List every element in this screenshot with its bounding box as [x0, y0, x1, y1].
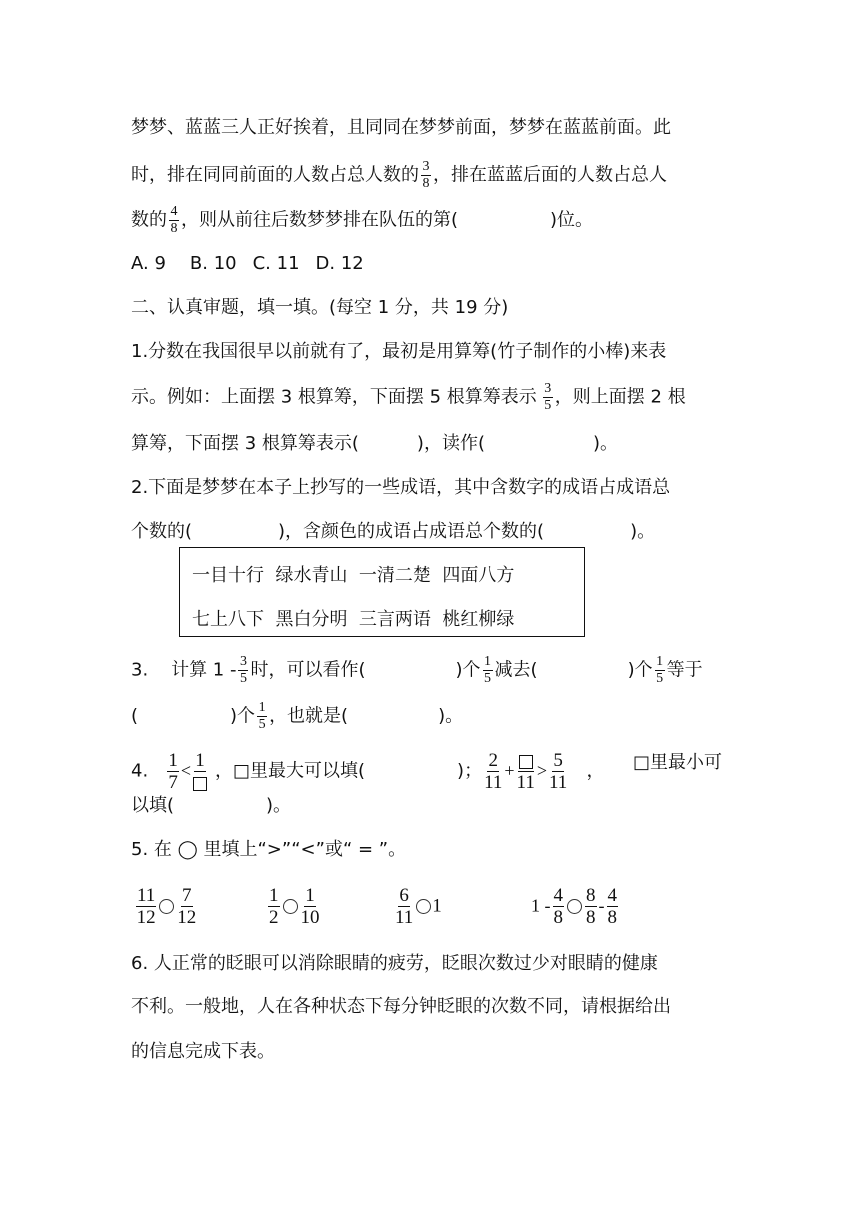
denominator: 5	[239, 671, 247, 686]
q6-line1: 6. 人正常的眨眼可以消除眼睛的疲劳，眨眼次数过少对眼睛的健康	[131, 953, 658, 974]
q4-part2: )；	[457, 760, 483, 782]
q1-line1: 1.分数在我国很早以前就有了，最初是用算筹(竹子制作的小棒)来表	[131, 341, 667, 362]
option-b[interactable]: B. 10	[189, 253, 237, 274]
q3-e: )个	[627, 659, 653, 681]
q3-line2-b: )个	[230, 705, 256, 727]
q4-line1	[131, 751, 604, 792]
prev-question-line2-b: ，排在蓝蓝后面的人数占总人	[433, 164, 667, 186]
q1-line3-b: )，读作(	[416, 433, 485, 454]
numerator: 1	[195, 750, 205, 771]
fraction-1-5	[483, 655, 493, 686]
fraction-4-8	[169, 205, 179, 236]
prev-question-line2	[131, 160, 667, 191]
numerator: 5	[553, 750, 563, 771]
q3-a: 计算 1 -	[171, 659, 237, 681]
numerator: 1	[258, 700, 266, 715]
q5-instruction: 5. 在 ◯ 里填上“>”“<”或“ = ”。	[131, 839, 407, 860]
fraction-3-5	[238, 655, 248, 686]
numerator-box[interactable]	[518, 751, 534, 772]
fraction-7-12	[177, 886, 196, 927]
prev-question-line2-a: 时，排在同同前面的人数占总人数的	[131, 164, 419, 186]
denominator-box[interactable]	[193, 772, 207, 792]
q3-line2-d: )。	[438, 705, 464, 727]
denominator: 11	[395, 907, 414, 928]
q4-line2-b: )。	[266, 795, 292, 816]
q2-line1: 2.下面是梦梦在本子上抄写的一些成语，其中含数字的成语占成语总	[131, 477, 671, 498]
q1-line2	[131, 382, 686, 413]
square-box-icon	[519, 755, 533, 769]
q1-line2-b: ，则上面摆 2 根	[554, 386, 686, 408]
numerator: 1	[656, 654, 664, 669]
denominator: 8	[422, 176, 430, 191]
numerator: 3	[239, 654, 247, 669]
q4-line2-a: 以填(	[131, 795, 175, 816]
numerator: 1	[269, 885, 279, 906]
fraction-1-10	[301, 886, 320, 927]
compare-circle-icon[interactable]	[416, 899, 431, 914]
idiom: 一清二楚	[358, 565, 431, 586]
option-d[interactable]: D. 12	[315, 253, 364, 274]
option-a[interactable]: A. 9	[131, 253, 166, 274]
fraction-1-7	[167, 751, 179, 792]
compare-circle-icon[interactable]	[159, 899, 174, 914]
prev-question-line1: 梦梦、蓝蓝三人正好挨着，且同同在梦梦前面，梦梦在蓝蓝前面。此	[131, 117, 671, 138]
comparison-2	[266, 886, 322, 927]
section-heading: 二、认真审题，填一填。(每空 1 分，共 19 分)	[131, 297, 509, 318]
q2-line2-c: )。	[630, 521, 656, 542]
q2-line2	[131, 520, 655, 544]
comparison-4	[531, 886, 620, 927]
idiom: 黑白分明	[275, 609, 348, 630]
denominator: 5	[544, 398, 552, 413]
q3-line2-c: ，也就是(	[269, 705, 349, 727]
fraction-box-11	[517, 751, 535, 792]
fraction-3-5	[543, 382, 553, 413]
numerator: 4	[607, 885, 617, 906]
numerator: 7	[182, 885, 192, 906]
numerator: 8	[586, 885, 596, 906]
q2-line2-b: )，含颜色的成语占成语总个数的(	[278, 521, 545, 542]
idiom: 四面八方	[442, 565, 515, 586]
fraction-3-8	[421, 160, 431, 191]
prev-question-line3-b: ，则从前往后数梦梦排在队伍的第(	[181, 209, 459, 231]
fraction-1-5	[655, 655, 665, 686]
denominator: 12	[177, 907, 197, 928]
denominator: 11	[548, 772, 568, 793]
q3-line1	[131, 655, 703, 686]
denominator: 8	[170, 221, 178, 236]
q3-f: 等于	[666, 659, 703, 681]
q3-line2	[131, 701, 463, 732]
numerator: 4	[170, 204, 178, 219]
q4-part1: ，□里最大可以填(	[215, 760, 366, 782]
idiom: 桃红柳绿	[442, 609, 515, 630]
prev-question-line3	[131, 205, 593, 236]
comparison-1	[134, 886, 198, 927]
denominator: 8	[607, 907, 617, 928]
compare-circle-icon[interactable]	[567, 899, 582, 914]
q4-line2	[131, 794, 291, 818]
fraction-8-8	[585, 886, 597, 927]
idiom-box	[179, 547, 585, 637]
prev-question-line3-a: 数的	[131, 209, 167, 231]
numerator: 3	[544, 381, 552, 396]
plus-sign: +	[504, 760, 515, 781]
q3-number: 3.	[131, 659, 149, 681]
square-box-icon	[193, 777, 207, 791]
q2-line2-a: 个数的(	[131, 521, 193, 542]
prev-question-line3-c: )位。	[550, 209, 594, 231]
q3-d: 减去(	[494, 659, 538, 681]
q4-part3: ，	[586, 760, 605, 782]
comparison-3	[393, 886, 442, 927]
denominator: 5	[258, 717, 266, 732]
option-c[interactable]: C. 11	[252, 253, 300, 274]
less-than-sign: <	[180, 760, 192, 781]
fraction-5-11	[549, 751, 567, 792]
idiom-row-2	[192, 605, 514, 631]
numerator: 6	[399, 885, 409, 906]
idiom: 绿水青山	[275, 565, 348, 586]
denominator: 12	[136, 907, 156, 928]
idiom-row-1	[192, 561, 514, 587]
denominator: 5	[656, 671, 664, 686]
q3-b: 时，可以看作(	[250, 659, 366, 681]
q6-line2: 不利。一般地，人在各种状态下每分钟眨眼的次数不同，请根据给出	[131, 996, 671, 1017]
numerator: 3	[422, 159, 430, 174]
number-one: 1	[432, 895, 442, 917]
denominator: 8	[586, 907, 596, 928]
denominator: 11	[516, 772, 535, 793]
one-minus: 1 -	[531, 895, 551, 916]
compare-circle-icon[interactable]	[283, 899, 298, 914]
numerator: 2	[488, 750, 498, 771]
fraction-1-box	[193, 751, 207, 792]
denominator: 8	[553, 907, 563, 928]
q1-line3-c: )。	[592, 433, 618, 454]
q6-line3: 的信息完成下表。	[131, 1041, 275, 1062]
denominator: 11	[484, 772, 503, 793]
fraction-4-8	[553, 886, 565, 927]
numerator: 1	[305, 885, 315, 906]
numerator: 11	[137, 885, 156, 906]
idiom: 七上八下	[192, 609, 264, 630]
numerator: 1	[484, 654, 492, 669]
denominator: 7	[168, 772, 178, 793]
q1-line3-a: 算筹，下面摆 3 根算筹表示(	[131, 433, 359, 454]
fraction-6-11	[395, 886, 413, 927]
denominator: 10	[300, 907, 320, 928]
q4-part4: □里最小可	[633, 752, 723, 773]
q3-line2-a: (	[131, 705, 139, 727]
prev-question-options	[131, 252, 364, 276]
idiom: 三言两语	[358, 609, 431, 630]
idiom: 一目十行	[192, 565, 264, 586]
q3-c: )个	[455, 659, 481, 681]
fraction-11-12	[136, 886, 156, 927]
numerator: 4	[553, 885, 563, 906]
denominator: 2	[269, 907, 279, 928]
fraction-2-11	[484, 751, 502, 792]
fraction-4-8	[607, 886, 619, 927]
q1-line2-a: 示。例如：上面摆 3 根算筹，下面摆 5 根算筹表示	[131, 386, 537, 408]
fraction-1-2	[268, 886, 280, 927]
q4-number: 4.	[131, 760, 149, 782]
fraction-1-5	[257, 701, 267, 732]
denominator: 5	[484, 671, 492, 686]
q1-line3	[131, 432, 618, 456]
minus-sign: -	[598, 895, 605, 916]
greater-than-sign: >	[536, 760, 547, 781]
numerator: 1	[168, 750, 178, 771]
